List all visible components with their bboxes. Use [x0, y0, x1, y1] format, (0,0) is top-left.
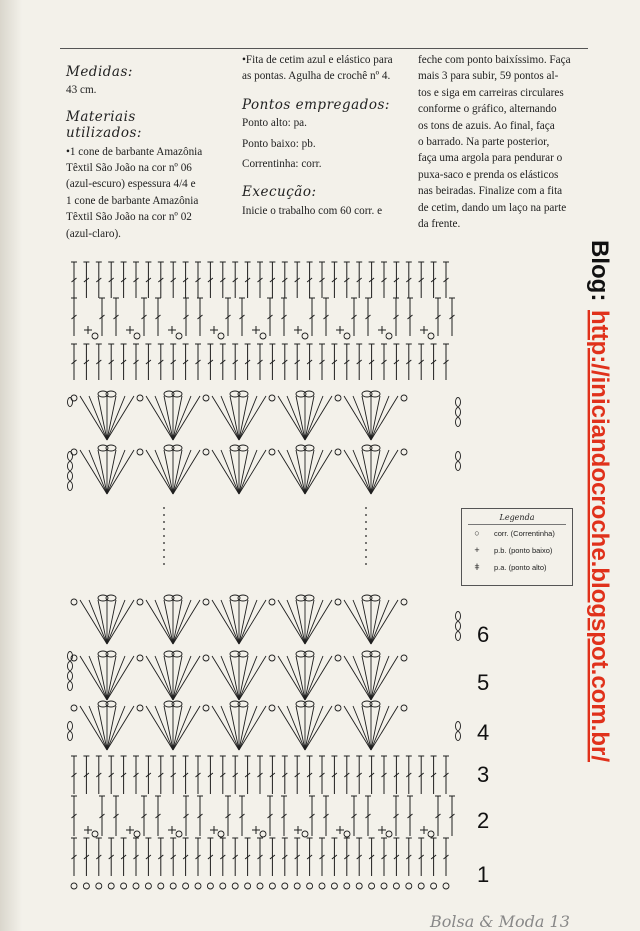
stitch-line: Ponto baixo: pb.	[242, 137, 316, 150]
chain-stitch	[401, 599, 407, 605]
chain-stitch	[71, 883, 77, 889]
chain-stitch	[335, 395, 341, 401]
fan-stitch	[107, 600, 125, 644]
gap-dot	[163, 507, 165, 509]
chain-stitch	[106, 651, 116, 657]
fan-stitch	[371, 450, 389, 494]
crochet-chart	[60, 256, 470, 896]
chain-stitch	[92, 333, 98, 339]
stitch-line: Correntinha: corr.	[242, 158, 322, 171]
chain-stitch	[304, 651, 314, 657]
chain-stitch	[260, 831, 266, 837]
chain-stitch	[456, 612, 461, 621]
fan-stitch	[89, 396, 107, 440]
chain-stitch	[335, 655, 341, 661]
chain-stitch	[386, 333, 392, 339]
chain-stitch	[319, 883, 325, 889]
chain-stitch	[369, 883, 375, 889]
chain-stitch	[282, 883, 288, 889]
chain-stitch	[172, 595, 182, 601]
fan-stitch	[89, 656, 107, 700]
fan-stitch	[107, 706, 125, 750]
gap-dot	[163, 563, 165, 565]
fan-stitch	[305, 656, 323, 700]
instruction-line: o barrado. Na parte posterior,	[418, 136, 550, 149]
chain-stitch	[370, 595, 380, 601]
chain-stitch	[304, 701, 314, 707]
chain-stitch	[406, 883, 412, 889]
instruction-line: puxa-saco e prenda os elásticos	[418, 168, 559, 181]
fan-stitch	[173, 706, 191, 750]
chain-stitch	[137, 655, 143, 661]
chain-stitch	[68, 462, 73, 471]
execution-heading: Execução:	[242, 184, 317, 201]
chain-stitch	[370, 391, 380, 397]
chain-stitch	[344, 883, 350, 889]
chain-stitch	[269, 395, 275, 401]
fan-stitch	[107, 396, 125, 440]
legend-title: Legenda	[468, 513, 566, 525]
row-number: 6	[477, 622, 490, 647]
gap-dot	[365, 542, 367, 544]
single-crochet-icon: +	[474, 545, 480, 555]
materials-line: (azul-claro).	[66, 227, 121, 240]
chain-stitch	[134, 831, 140, 837]
chain-stitch	[183, 883, 189, 889]
fan-stitch	[305, 396, 323, 440]
chain-stitch	[134, 333, 140, 339]
chain-stitch	[106, 595, 116, 601]
instruction-line: mais 3 para subir, 59 pontos al-	[418, 70, 559, 83]
chain-stitch	[335, 705, 341, 711]
fan-stitch	[221, 600, 239, 644]
chain-stitch	[172, 651, 182, 657]
fan-stitch	[287, 706, 305, 750]
chain-stitch	[220, 883, 226, 889]
fan-stitch	[107, 656, 125, 700]
gap-dot	[163, 556, 165, 558]
row-number: 3	[477, 762, 490, 787]
column-instructions	[418, 52, 578, 232]
chain-stitch	[456, 408, 461, 417]
supplies-line: as pontas. Agulha de crochê nº 4.	[242, 70, 391, 83]
chain-stitch	[386, 831, 392, 837]
chain-stitch	[393, 883, 399, 889]
chain-stitch	[203, 599, 209, 605]
chain-stitch	[137, 449, 143, 455]
chain-stitch	[456, 632, 461, 641]
chain-stitch	[137, 705, 143, 711]
chain-stitch	[302, 333, 308, 339]
chain-stitch	[245, 883, 251, 889]
fan-stitch	[89, 600, 107, 644]
fan-stitch	[155, 656, 173, 700]
gap-dot	[365, 521, 367, 523]
chain-stitch	[176, 333, 182, 339]
supplies-line: •Fita de cetim azul e elástico para	[242, 54, 393, 66]
blog-link[interactable]: http://iniciandocroche.blogspot.com.br/	[586, 310, 613, 763]
fan-stitch	[239, 656, 257, 700]
fan-stitch	[155, 450, 173, 494]
chain-stitch	[370, 701, 380, 707]
gap-dot	[163, 514, 165, 516]
gap-dot	[365, 528, 367, 530]
fan-stitch	[239, 600, 257, 644]
fan-stitch	[89, 450, 107, 494]
column-stitches	[242, 52, 402, 219]
chain-stitch	[269, 599, 275, 605]
chain-stitch	[456, 398, 461, 407]
chain-stitch	[401, 705, 407, 711]
chain-stitch	[269, 883, 275, 889]
fan-stitch	[173, 396, 191, 440]
chain-stitch	[443, 883, 449, 889]
fan-stitch	[353, 600, 371, 644]
materials-line: •1 cone de barbante Amazônia	[66, 145, 203, 158]
chain-stitch	[106, 445, 116, 451]
chain-stitch	[431, 883, 437, 889]
chain-stitch	[137, 395, 143, 401]
chain-stitch	[68, 472, 73, 481]
chain-stitch	[71, 599, 77, 605]
chain-stitch	[257, 883, 263, 889]
instruction-line: feche com ponto baixíssimo. Faça	[418, 54, 571, 66]
chain-stitch	[170, 883, 176, 889]
instruction-line: faça uma argola para pendurar o	[418, 152, 563, 165]
chain-stitch	[68, 672, 73, 681]
gap-dot	[365, 535, 367, 537]
chain-stitch	[335, 599, 341, 605]
instruction-line: conforme o gráfico, alternando	[418, 103, 557, 116]
chain-stitch	[238, 651, 248, 657]
page-footer: Bolsa & Moda 13	[430, 912, 570, 931]
chain-stitch	[344, 333, 350, 339]
chain-stitch	[307, 883, 313, 889]
chain-stitch	[68, 452, 73, 461]
chain-stitch	[68, 722, 73, 731]
chain-stitch	[456, 622, 461, 631]
legend-label: p.b. (ponto baixo)	[494, 546, 553, 555]
chain-stitch	[68, 682, 73, 691]
chain-stitch	[456, 452, 461, 461]
stitch-line: Ponto alto: pa.	[242, 117, 307, 130]
fan-stitch	[287, 450, 305, 494]
chain-stitch	[137, 599, 143, 605]
chain-stitch	[203, 655, 209, 661]
chain-stitch	[238, 595, 248, 601]
chain-stitch	[418, 883, 424, 889]
chain-stitch	[356, 883, 362, 889]
legend-box	[461, 508, 573, 586]
chain-stitch	[304, 595, 314, 601]
chain-stitch	[456, 462, 461, 471]
row-number: 5	[477, 670, 490, 695]
chain-stitch	[83, 883, 89, 889]
fan-stitch	[173, 450, 191, 494]
chain-stitch	[428, 333, 434, 339]
chain-stitch	[331, 883, 337, 889]
chain-stitch	[238, 391, 248, 397]
instruction-line: de cetim, dando um laço na parte	[418, 201, 567, 214]
chain-stitch	[172, 701, 182, 707]
fan-stitch	[221, 396, 239, 440]
fan-stitch	[287, 396, 305, 440]
chain-stitch	[176, 831, 182, 837]
measures-value: 43 cm.	[66, 84, 97, 97]
chain-stitch	[238, 701, 248, 707]
chain-stitch	[68, 398, 73, 407]
blog-watermark	[570, 240, 634, 890]
gap-dot	[365, 549, 367, 551]
row-number: 2	[477, 808, 490, 833]
gap-dot	[163, 535, 165, 537]
chain-stitch	[381, 883, 387, 889]
fan-stitch	[173, 600, 191, 644]
fan-stitch	[221, 656, 239, 700]
chain-stitch	[172, 391, 182, 397]
chain-stitch	[71, 705, 77, 711]
chain-stitch-icon: ○	[474, 528, 480, 538]
fan-stitch	[305, 450, 323, 494]
chain-stitch	[302, 831, 308, 837]
chain-stitch	[401, 449, 407, 455]
fan-stitch	[89, 706, 107, 750]
chain-stitch	[106, 391, 116, 397]
instruction-line: tos e siga em carreiras circulares	[418, 86, 564, 99]
instruction-line: da frente.	[418, 218, 461, 231]
stitches-heading: Pontos empregados:	[242, 96, 390, 113]
fan-stitch	[305, 706, 323, 750]
chain-stitch	[207, 883, 213, 889]
fan-stitch	[353, 656, 371, 700]
chain-stitch	[92, 831, 98, 837]
chain-stitch	[238, 445, 248, 451]
chain-stitch	[68, 482, 73, 491]
execution-line: Inicie o trabalho com 60 corr. e	[242, 204, 383, 217]
chain-stitch	[68, 732, 73, 741]
chain-stitch	[269, 449, 275, 455]
fan-stitch	[305, 600, 323, 644]
chain-stitch	[96, 883, 102, 889]
double-crochet-icon: ǂ	[474, 562, 480, 572]
gap-dot	[365, 563, 367, 565]
chain-stitch	[172, 445, 182, 451]
column-materials	[66, 60, 216, 242]
gap-dot	[365, 507, 367, 509]
chain-stitch	[203, 705, 209, 711]
gap-dot	[163, 549, 165, 551]
fan-stitch	[221, 706, 239, 750]
chain-stitch	[304, 391, 314, 397]
chain-stitch	[218, 333, 224, 339]
fan-stitch	[239, 450, 257, 494]
legend-item	[462, 559, 572, 576]
instruction-line: os tons de azuis. Ao final, faça	[418, 119, 555, 132]
chain-stitch	[401, 655, 407, 661]
page-edge	[0, 0, 22, 931]
fan-stitch	[221, 450, 239, 494]
chain-stitch	[158, 883, 164, 889]
chain-stitch	[456, 732, 461, 741]
row-number: 4	[477, 720, 490, 745]
measures-heading: Medidas:	[66, 64, 133, 80]
gap-dot	[163, 521, 165, 523]
fan-stitch	[155, 396, 173, 440]
chain-stitch	[304, 445, 314, 451]
materials-line: Têxtil São João na cor nº 02	[66, 211, 192, 224]
chain-stitch	[401, 395, 407, 401]
chain-stitch	[106, 701, 116, 707]
chain-stitch	[203, 449, 209, 455]
legend-label: p.a. (ponto alto)	[494, 563, 547, 572]
fan-stitch	[173, 656, 191, 700]
blog-prefix: Blog:	[586, 240, 613, 302]
materials-line: 1 cone de barbante Amazônia	[66, 194, 199, 207]
materials-line: Têxtil São João na cor nº 06	[66, 162, 192, 175]
legend-label: corr. (Correntinha)	[494, 529, 555, 538]
fan-stitch	[371, 706, 389, 750]
fan-stitch	[155, 706, 173, 750]
materials-heading: Materiais utilizados:	[66, 108, 142, 142]
chain-stitch	[269, 705, 275, 711]
fan-stitch	[239, 706, 257, 750]
chain-stitch	[370, 651, 380, 657]
legend-item	[462, 542, 572, 559]
chain-stitch	[335, 449, 341, 455]
chain-stitch	[370, 445, 380, 451]
fan-stitch	[353, 706, 371, 750]
chain-stitch	[260, 333, 266, 339]
chain-stitch	[218, 831, 224, 837]
fan-stitch	[287, 656, 305, 700]
chain-stitch	[203, 395, 209, 401]
fan-stitch	[239, 396, 257, 440]
chain-stitch	[121, 883, 127, 889]
fan-stitch	[371, 656, 389, 700]
fan-stitch	[353, 396, 371, 440]
row-number: 1	[477, 862, 490, 887]
chain-stitch	[456, 418, 461, 427]
chain-stitch	[232, 883, 238, 889]
fan-stitch	[371, 396, 389, 440]
chain-stitch	[133, 883, 139, 889]
chain-stitch	[456, 722, 461, 731]
instruction-line: nas beiradas. Finalize com a fita	[418, 185, 563, 198]
chain-stitch	[195, 883, 201, 889]
gap-dot	[163, 528, 165, 530]
gap-dot	[365, 514, 367, 516]
fan-stitch	[353, 450, 371, 494]
gap-dot	[163, 542, 165, 544]
chain-stitch	[108, 883, 114, 889]
fan-stitch	[371, 600, 389, 644]
materials-line: (azul-escuro) espessura 4/4 e	[66, 178, 196, 191]
blog-watermark-svg	[570, 240, 634, 890]
fan-stitch	[107, 450, 125, 494]
chain-stitch	[344, 831, 350, 837]
legend-item	[462, 525, 572, 542]
gap-dot	[365, 556, 367, 558]
chain-stitch	[145, 883, 151, 889]
chain-stitch	[68, 662, 73, 671]
fan-stitch	[155, 600, 173, 644]
chain-stitch	[428, 831, 434, 837]
chain-stitch	[269, 655, 275, 661]
chain-stitch	[294, 883, 300, 889]
top-rule	[60, 48, 588, 49]
fan-stitch	[287, 600, 305, 644]
